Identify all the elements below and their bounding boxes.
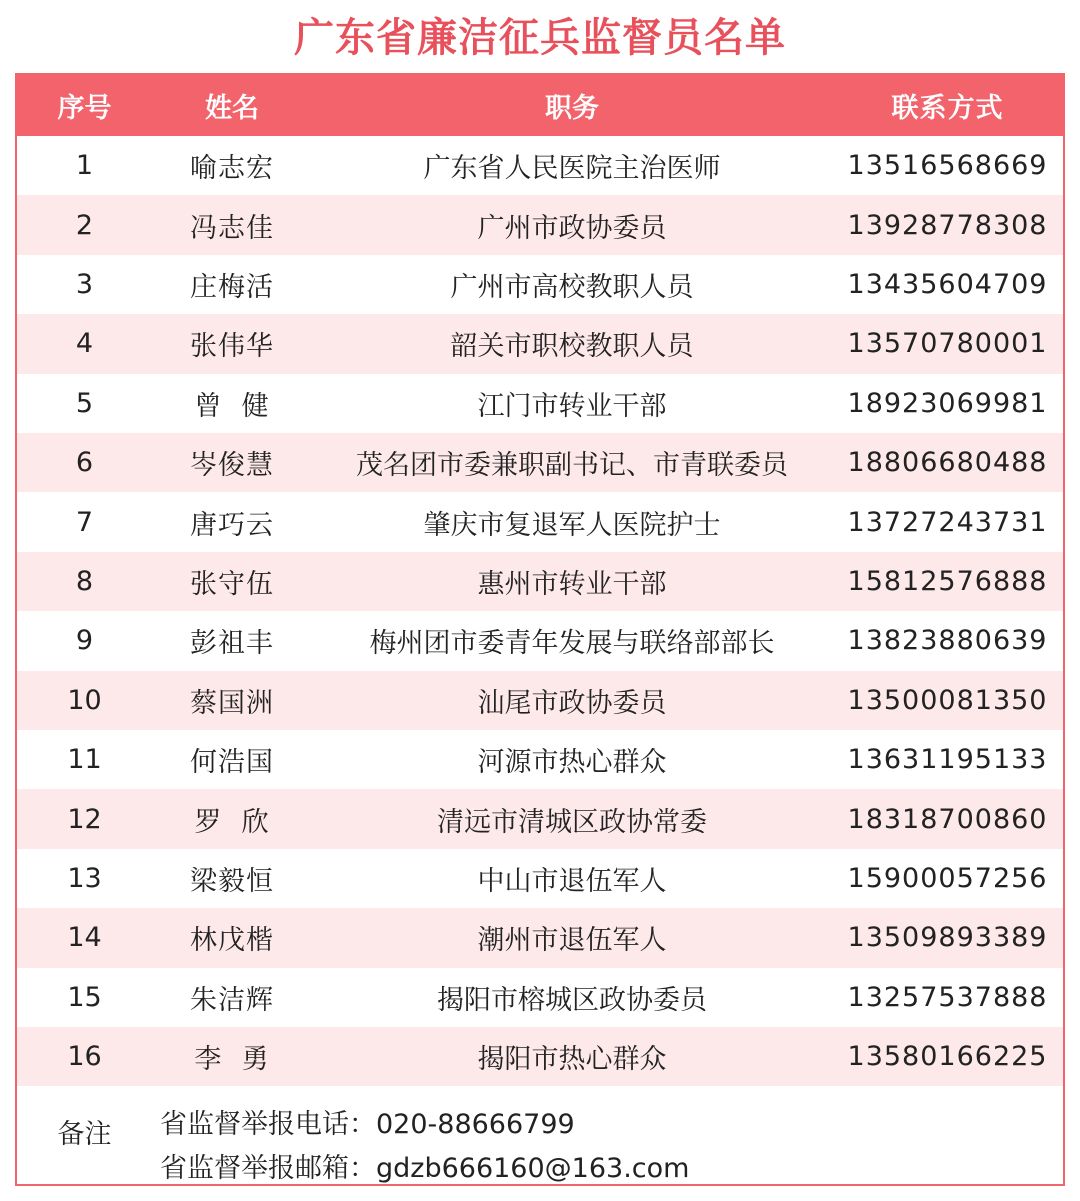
- note-label: 备注: [57, 1119, 112, 1150]
- row-phone: 15900057256: [847, 862, 1048, 894]
- row-name: 喻志宏: [190, 153, 274, 185]
- note-row: [17, 1086, 1063, 1184]
- row-name: 朱洁辉: [190, 984, 274, 1016]
- row-duty: 汕尾市政协委员: [477, 687, 667, 719]
- page-title: 广东省廉洁征兵监督员名单: [294, 15, 786, 61]
- table-row: [17, 552, 1063, 611]
- row-duty: 茂名团市委兼职副书记、市青联委员: [356, 450, 788, 482]
- row-phone: 13928778308: [847, 209, 1048, 241]
- row-phone: 13509893389: [847, 922, 1048, 954]
- table-row: [17, 136, 1063, 195]
- row-no: 3: [75, 268, 94, 300]
- row-duty: 广州市高校教职人员: [450, 271, 694, 303]
- row-duty: 中山市退伍军人: [477, 865, 667, 897]
- row-phone: 18318700860: [847, 803, 1048, 835]
- row-duty: 广州市政协委员: [477, 212, 667, 244]
- row-duty: 惠州市转业干部: [477, 568, 667, 600]
- row-name: 蔡国洲: [190, 687, 274, 719]
- row-phone: 13823880639: [847, 625, 1048, 657]
- row-no: 8: [75, 565, 94, 597]
- row-name: 李 勇: [194, 1044, 270, 1076]
- header-duty: 职务: [545, 93, 599, 124]
- row-name: 岑俊慧: [190, 450, 274, 482]
- row-name: 冯志佳: [190, 212, 274, 244]
- row-no: 2: [75, 209, 94, 241]
- row-no: 16: [67, 1041, 102, 1073]
- table-row: [17, 1027, 1063, 1086]
- row-name: 庄梅活: [190, 271, 274, 303]
- roster-table: [15, 73, 1065, 1186]
- table-row: [17, 195, 1063, 254]
- row-name: 林戊楷: [190, 925, 274, 957]
- table-row: [17, 433, 1063, 492]
- row-phone: 13727243731: [847, 506, 1048, 538]
- row-duty: 清远市清城区政协常委: [437, 806, 707, 838]
- row-duty: 韶关市职校教职人员: [450, 331, 694, 363]
- row-duty: 江门市转业干部: [477, 390, 667, 422]
- row-name: 罗 欣: [194, 806, 270, 838]
- report-email-line: 省监督举报邮箱：gdzb666160@163.com: [160, 1153, 690, 1184]
- table-row: [17, 255, 1063, 314]
- row-phone: 13631195133: [847, 744, 1048, 776]
- row-name: 张伟华: [190, 331, 274, 363]
- row-no: 13: [67, 862, 102, 894]
- table-row: [17, 730, 1063, 789]
- row-no: 14: [67, 922, 102, 954]
- row-phone: 13580166225: [847, 1041, 1048, 1073]
- row-no: 7: [75, 506, 94, 538]
- row-duty: 梅州团市委青年发展与联络部部长: [369, 628, 775, 660]
- row-no: 15: [67, 981, 102, 1013]
- header-name: 姓名: [205, 93, 259, 124]
- row-phone: 18923069981: [847, 387, 1048, 419]
- row-duty: 肇庆市复退军人医院护士: [423, 509, 721, 541]
- table-row: [17, 314, 1063, 373]
- row-duty: 揭阳市榕城区政协委员: [437, 984, 707, 1016]
- row-duty: 潮州市退伍军人: [477, 925, 667, 957]
- table-row: [17, 492, 1063, 551]
- row-name: 何浩国: [190, 747, 274, 779]
- row-phone: 13570780001: [847, 328, 1048, 360]
- row-phone: 13435604709: [847, 268, 1048, 300]
- report-phone-line: 省监督举报电话：020-88666799: [160, 1109, 575, 1140]
- table-row: [17, 374, 1063, 433]
- row-name: 曾 健: [194, 390, 270, 422]
- row-phone: 15812576888: [847, 565, 1048, 597]
- header-no: 序号: [57, 93, 112, 124]
- row-name: 梁毅恒: [190, 865, 274, 897]
- row-phone: 13516568669: [847, 150, 1048, 182]
- row-duty: 广东省人民医院主治医师: [423, 153, 721, 185]
- table-row: [17, 908, 1063, 967]
- row-phone: 13257537888: [847, 981, 1048, 1013]
- row-no: 11: [67, 744, 102, 776]
- row-duty: 河源市热心群众: [477, 747, 667, 779]
- row-phone: 13500081350: [847, 684, 1048, 716]
- table-header-row: [17, 75, 1063, 136]
- header-phone: 联系方式: [891, 93, 1004, 124]
- table-row: [17, 671, 1063, 730]
- row-no: 9: [75, 625, 94, 657]
- row-no: 6: [75, 447, 94, 479]
- row-phone: 18806680488: [847, 447, 1048, 479]
- row-name: 彭祖丰: [190, 628, 274, 660]
- row-no: 4: [75, 328, 94, 360]
- table-row: [17, 968, 1063, 1027]
- row-no: 5: [75, 387, 94, 419]
- row-no: 10: [67, 684, 102, 716]
- row-name: 张守伍: [190, 568, 274, 600]
- row-name: 唐巧云: [190, 509, 274, 541]
- row-no: 12: [67, 803, 102, 835]
- row-no: 1: [75, 150, 94, 182]
- table-row: [17, 611, 1063, 670]
- table-row: [17, 849, 1063, 908]
- table-row: [17, 789, 1063, 848]
- row-duty: 揭阳市热心群众: [477, 1044, 667, 1076]
